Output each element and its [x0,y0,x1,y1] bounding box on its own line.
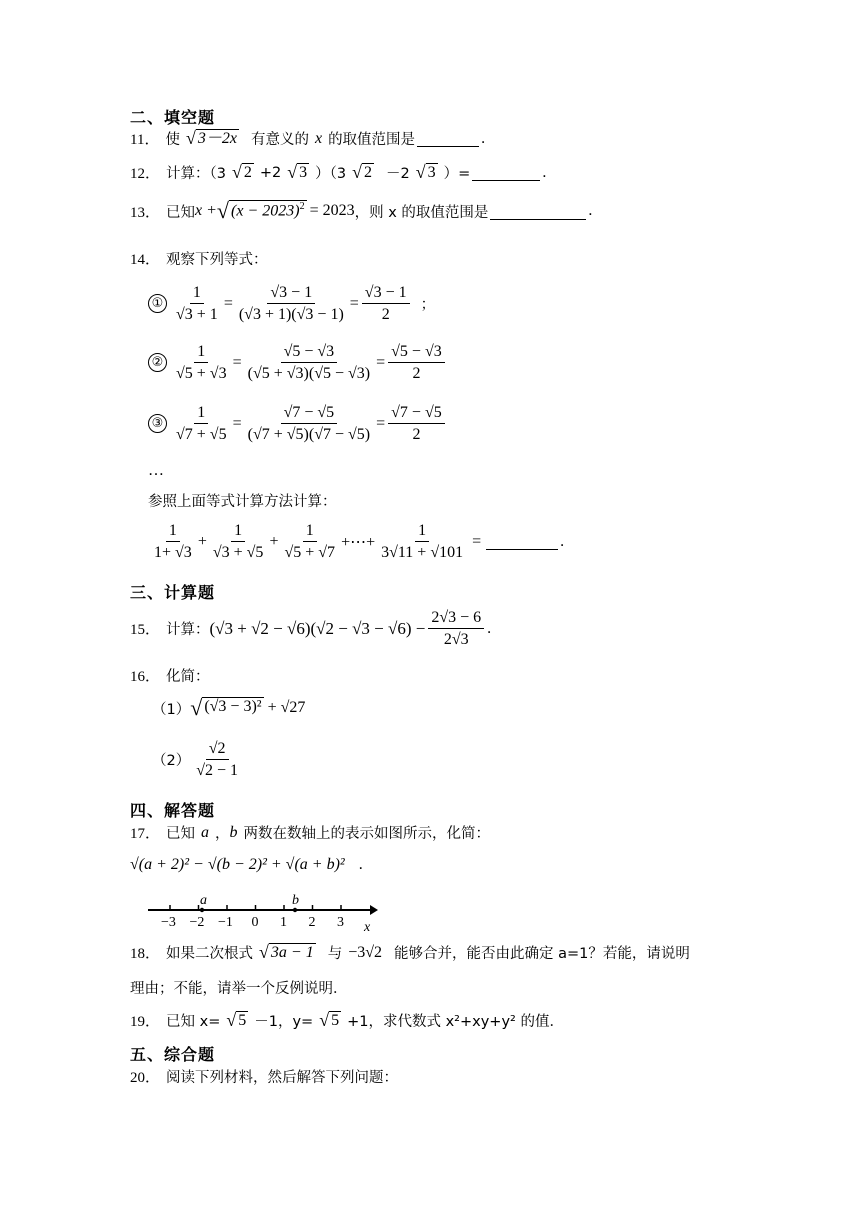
question-number: 20． [130,1070,161,1086]
question-18 [130,942,690,963]
answer-blank [472,164,540,181]
section-heading-comprehensive: 五、综合题 [130,1045,216,1064]
variable: a [201,823,210,841]
question-text: +1，求代数式 x²+xy+y² 的值． [347,1014,564,1030]
punctuation: . [358,856,363,873]
axis-arrow [370,905,378,915]
question-text: 使 [165,132,180,148]
question-text: 有意义的 [250,132,309,148]
sqrt-expression: √ 5 [226,1009,247,1030]
question-number: 13． [130,204,161,221]
question-14 [130,248,268,269]
question-text: 已知 x= [166,1014,221,1030]
question-number: 18． [130,946,161,962]
question-text: 已知 [166,826,196,842]
point-a [200,908,204,912]
question-12 [130,162,546,183]
question-text: 如果二次根式 [166,946,254,962]
question-number: 11． [130,132,160,148]
punctuation: . [481,129,486,147]
question-16-part-2: （2） $\frac{√2}{√2 - 1}$ [152,740,239,780]
math-expression: + √27 [267,699,306,716]
sum-expression: $\frac{1}{1+ √3}$ + $\frac{1}{√3 + √5}$ + $\frac{1}{√5 + √7}$ +⋯+ $\frac{1}{3√11 + √101}$ = . [154,522,565,562]
punctuation: . [588,202,593,219]
sqrt-expression: √ $(x - 2023)^2$ [216,198,305,223]
math-expression: √(a + 2)² − √(b − 2)² + √(a + b)² [130,856,345,873]
punctuation: . [542,163,547,181]
question-19 [130,1010,564,1031]
question-15: 15． 计算： (√3 + √2 − √6)(√2 − √3 − √6) − $\frac{2√3 - 6}{2√3}$ . [130,609,492,649]
axis-tick-label: −3 [161,915,176,930]
axis-tick-label: 1 [280,915,287,930]
part-label: （1） [152,701,191,718]
sqrt-expression: √ (√3 − 3)² [190,695,262,720]
ellipsis: … [148,462,164,479]
question-text: 已知 [166,204,196,221]
question-text: 的取值范围是 [328,132,416,148]
section-heading-calculation: 三、计算题 [130,583,216,602]
question-text: 化简： [166,669,210,685]
question-number: 16． [130,669,161,685]
answer-blank [417,130,479,147]
sqrt-expression: √ 2 [232,161,252,182]
math-expression: (√3 + √2 − √6)(√2 − √3 − √6) − [209,618,426,638]
question-text: 计算：（3 [166,166,226,182]
question-number: 17． [130,826,161,842]
question-11 [130,128,485,149]
question-16-part-1 [152,697,305,719]
axis-tick-label: −2 [189,915,205,930]
circled-number: ② [148,353,167,372]
question-text: －2 [386,166,410,182]
label-b: b [292,893,299,908]
question-text: 与 [327,946,343,962]
variable: b [229,823,238,841]
equation-2: ② $\frac{1}{√5 + √3}$ = $\frac{√5 - √3}{(√5 + √3)(√5 - √3)}$ = $\frac{√5 - √3}{2}$ [148,342,448,383]
question-text: 两数在数轴上的表示如图所示，化简： [243,826,491,842]
point-b [293,908,297,912]
axis-tick-label: −1 [218,915,233,930]
math-expression: = 2023 [309,202,355,219]
axis-tick-label: 3 [337,915,344,930]
number-line [142,888,382,934]
axis-tick-label: 0 [251,915,259,930]
section-heading-fill-in: 二、填空题 [130,108,216,127]
question-text: ）（3 [315,166,347,182]
question-16 [130,665,210,686]
question-text: ，则 x 的取值范围是 [354,204,489,221]
answer-blank [486,533,558,550]
sqrt-expression: √ 3 [287,161,308,182]
question-13 [130,200,592,222]
axis-tick-label: 2 [308,915,316,930]
question-text: 观察下列等式： [166,252,268,268]
math-expression: x + [195,202,217,219]
punctuation: . [487,619,492,637]
question-text: －1，y= [254,1014,314,1030]
punctuation: ； [420,297,436,314]
section-heading-answer: 四、解答题 [130,801,216,820]
punctuation: ， [215,826,230,842]
question-18-line-2: 理由；不能，请举一个反例说明． [130,981,348,997]
answer-blank [490,203,586,220]
sqrt-expression: √ 2 [352,161,373,182]
question-text: 计算： [166,622,210,639]
sqrt-expression: √ 3－2x [185,127,237,148]
question-text: +2 [259,164,282,181]
instruction-text: 参照上面等式计算方法计算： [148,494,337,510]
axis-variable: x [364,920,371,934]
sqrt-expression: √ 5 [319,1009,340,1030]
sqrt-expression: √ 3a − 1 [259,941,314,962]
question-17-expression [130,856,363,874]
equation-3: ③ $\frac{1}{√7 + √5}$ = $\frac{√7 - √5}{(√7 + √5)(√7 - √5)}$ = $\frac{√7 - √5}{2}$ [148,403,448,444]
question-text: 阅读下列材料，然后解答下列问题： [166,1070,399,1086]
equation-1: ① $\frac{1}{√3 + 1}$ = $\frac{√3 - 1}{(√3 + 1)(√3 - 1)}$ = $\frac{√3 - 1}{2}$ ； [148,283,435,324]
math-expression: −3√2 [348,943,383,961]
question-text: 能够合并，能否由此确定 a=1？若能，请说明 [394,946,690,962]
question-17 [130,822,490,843]
question-20 [130,1066,398,1087]
question-text: ）= [443,166,471,182]
question-number: 15． [130,622,161,639]
question-number: 19． [130,1014,161,1030]
variable: x [314,129,323,147]
circled-number: ① [148,294,167,313]
label-a: a [200,893,207,908]
sqrt-expression: √ 3 [415,161,436,182]
question-number: 14． [130,252,161,268]
question-number: 12． [130,166,161,182]
circled-number: ③ [148,414,167,433]
part-label: （2） [152,753,191,770]
